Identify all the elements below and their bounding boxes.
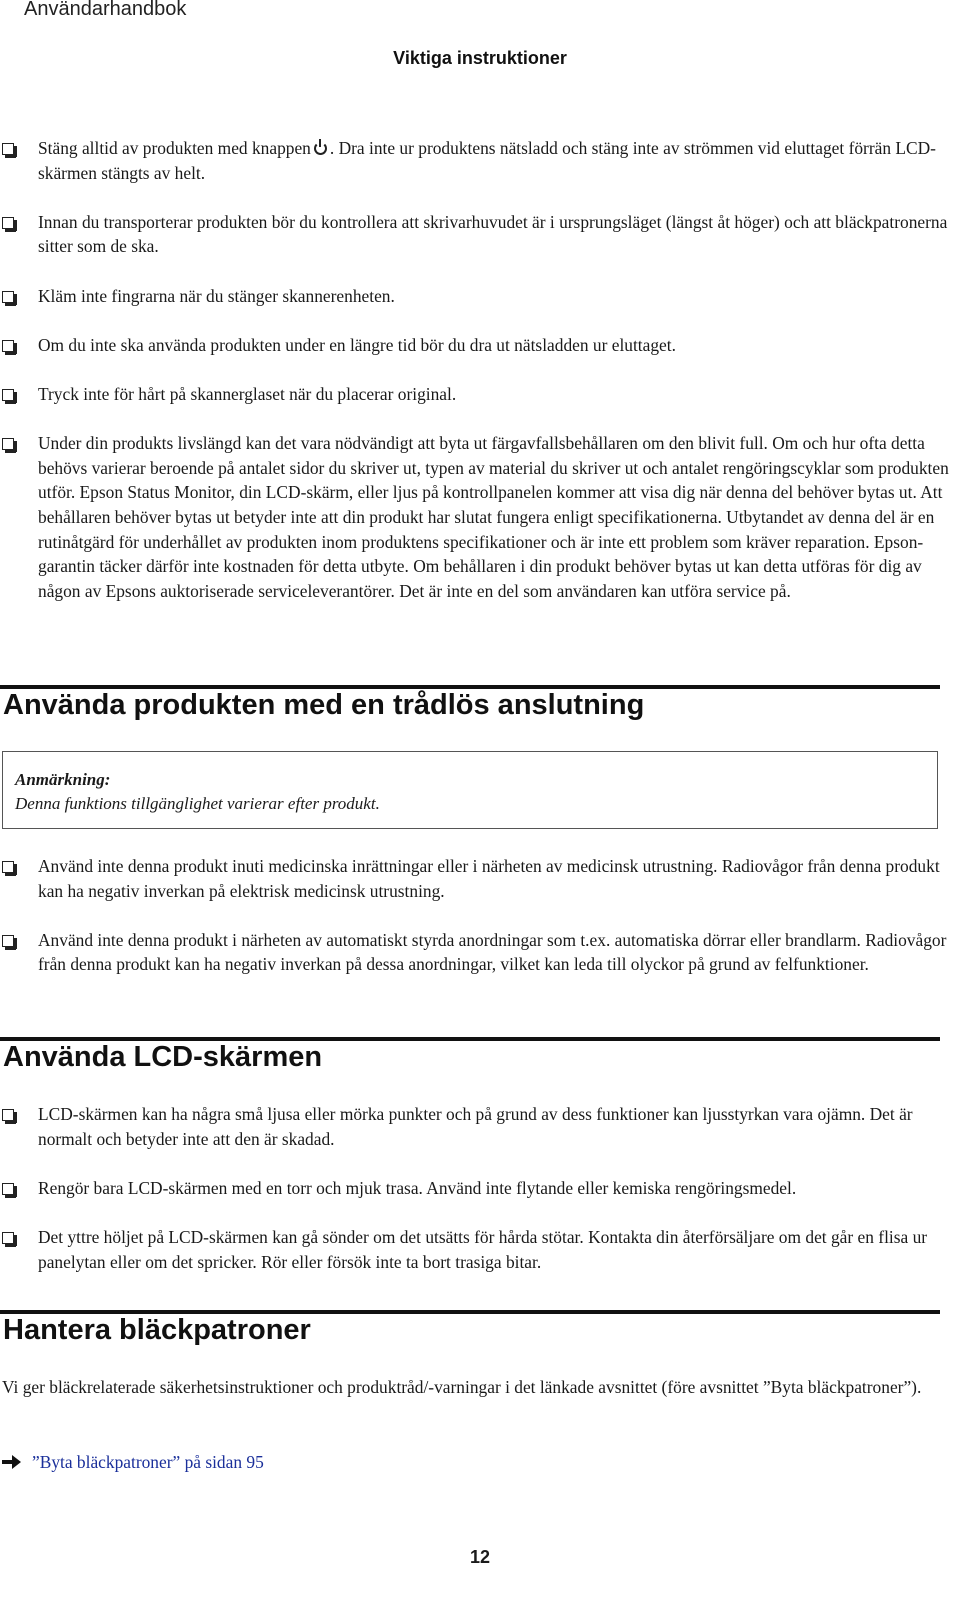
note-box <box>2 751 938 829</box>
cross-reference-link[interactable] <box>2 1450 264 1475</box>
list-item: LCD-skärmen kan ha några små ljusa eller mörka punkter och på grund av dess funktioner kan ljusstyrkan vara ojämn. Det är normalt och betyder inte att den är skadad. <box>0 1102 950 1151</box>
section-wireless <box>0 685 940 722</box>
list-item: Använd inte denna produkt inuti medicinska inrättningar eller i närheten av medicinsk utrustning. Radiovågor från denna produkt kan ha negativ inverkan på elektrisk medicinsk utrustning. <box>0 854 950 903</box>
lcd-list <box>0 1102 950 1274</box>
arrow-right-icon <box>2 1455 22 1469</box>
wireless-list <box>0 854 950 977</box>
list-item: Det yttre höljet på LCD-skärmen kan gå sönder om det utsätts för hårda stötar. Kontakta din återförsäljare om det går en flisa ur panelytan eller om det spricker. Rör eller försök inte ta bort trasiga bitar. <box>0 1225 950 1274</box>
checkbox-bullet-icon <box>2 291 14 303</box>
safety-list <box>0 136 950 603</box>
checkbox-bullet-icon <box>2 143 14 155</box>
list-item: Innan du transporterar produkten bör du kontrollera att skrivarhuvudet är i ursprungsläget (längst åt höger) och att bläckpatronerna sitter som de ska. <box>0 210 950 259</box>
manual-title: Användarhandbok <box>24 0 187 20</box>
power-icon <box>314 142 327 155</box>
section-heading: Hantera bläckpatroner <box>3 1314 311 1346</box>
note-text: Denna funktions tillgänglighet varierar efter produkt. <box>15 794 380 813</box>
list-item: Använd inte denna produkt i närheten av automatiskt styrda anordningar som t.ex. automatiska dörrar eller brandlarm. Radiovågor från denna produkt kan ha negativ inverkan på dessa anordningar, vilket kan leda till olyckor på grund av felfunktioner. <box>0 928 950 977</box>
list-item: Tryck inte för hårt på skannerglaset när du placerar original. <box>0 382 950 407</box>
section-heading: Använda LCD-skärmen <box>3 1041 323 1073</box>
note-title: Anmärkning: <box>15 770 111 789</box>
checkbox-bullet-icon <box>2 217 14 229</box>
checkbox-bullet-icon <box>2 389 14 401</box>
list-item: Kläm inte fingrarna när du stänger skannerenheten. <box>0 284 950 309</box>
ink-paragraph: Vi ger bläckrelaterade säkerhetsinstruktioner och produktråd/-varningar i det länkade avsnittet (före avsnittet ”Byta bläckpatroner”). <box>2 1377 922 1397</box>
checkbox-bullet-icon <box>2 438 14 450</box>
section-lcd <box>0 1037 940 1074</box>
page-number: 12 <box>469 1547 491 1567</box>
checkbox-bullet-icon <box>2 340 14 352</box>
list-item: Rengör bara LCD-skärmen med en torr och mjuk trasa. Använd inte flytande eller kemiska rengöringsmedel. <box>0 1176 950 1201</box>
chapter-title: Viktiga instruktioner <box>393 48 567 68</box>
checkbox-bullet-icon <box>2 861 14 873</box>
list-item: Stäng alltid av produkten med knappen . Dra inte ur produktens nätsladd och stäng inte av strömmen vid eluttaget förrän LCD-skärmen stängts av helt. <box>0 136 950 185</box>
checkbox-bullet-icon <box>2 1183 14 1195</box>
section-ink <box>0 1310 940 1347</box>
link-text[interactable]: ”Byta bläckpatroner” på sidan 95 <box>32 1452 264 1472</box>
checkbox-bullet-icon <box>2 1232 14 1244</box>
checkbox-bullet-icon <box>2 935 14 947</box>
section-heading: Använda produkten med en trådlös anslutning <box>3 689 645 721</box>
checkbox-bullet-icon <box>2 1109 14 1121</box>
list-item: Om du inte ska använda produkten under en längre tid bör du dra ut nätsladden ur eluttaget. <box>0 333 950 358</box>
list-item: Under din produkts livslängd kan det vara nödvändigt att byta ut färgavfallsbehållaren om den blivit full. Om och hur ofta detta behövs varierar beroende på antalet sidor du skriver ut, typen av material du skriver ut och antalet rengöringscyklar som produkten utför. Epson Status Monitor, din LCD-skärm, eller ljus på kontrollpanelen kommer att visa dig när denna del behöver bytas ut. Att behållaren behöver bytas ut betyder inte att din produkt har slutat fungera enligt specifikationerna. Utbytandet av denna del är en rutinåtgärd för underhållet av produkten inom produktens specifikationer och är inte ett problem som kräver reparation. Epson-garantin täcker därför inte kostnaden för detta utbyte. Om behållaren i din produkt behöver bytas ut kan detta utföras för dig av någon av Epsons auktoriserade serviceleverantörer. Det är inte en del som användaren kan utföra service på. <box>0 431 950 603</box>
